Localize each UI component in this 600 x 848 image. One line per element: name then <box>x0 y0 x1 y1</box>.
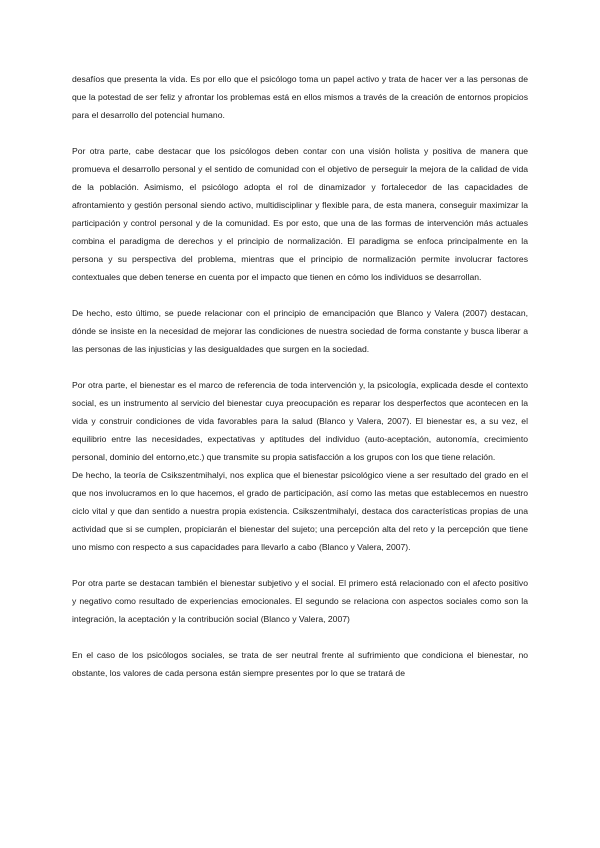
paragraph-6: Por otra parte se destacan también el bienestar subjetivo y el social. El primero está relacionado con el afecto positivo y negativo como resultado de experiencias emocionales. El segundo se relaciona con aspectos sociales como son la integración, la aceptación y la contribución social (Blanco y Valera, 2007) <box>72 578 528 624</box>
paragraph-5: De hecho, la teoría de Csikszentmihalyi, nos explica que el bienestar psicológico viene a ser resultado del grado en el que nos involucramos en lo que hacemos, el grado de participación, así como las metas que establecemos en nuestro ciclo vital y que dan sentido a nuestra propia existencia. Csikszentmihalyi, destaca dos características propias de una actividad que si se cumplen, propiciarán el bienestar del sujeto; una percepción alta del reto y la percepción que tiene uno mismo con respecto a sus capacidades para llevarlo a cabo (Blanco y Valera, 2007). <box>72 470 528 552</box>
paragraph-1: desafíos que presenta la vida. Es por ello que el psicólogo toma un papel activo y trata de hacer ver a las personas de que la potestad de ser feliz y afrontar los problemas está en ellos mismos a través de la creación de entornos propicios para el desarrollo del potencial humano. <box>72 74 528 120</box>
paragraph-4: Por otra parte, el bienestar es el marco de referencia de toda intervención y, la psicología, explicada desde el contexto social, es un instrumento al servicio del bienestar cuya preocupación es reparar los desperfectos que acontecen en la vida y construir condiciones de vida favorables para la salud (Blanco y Valera, 2007). El bienestar es, a su vez, el equilibrio entre las necesidades, expectativas y aptitudes del individuo (auto-aceptación, autonomía, crecimiento personal, dominio del entorno,etc.) que transmite su propia satisfacción a los grupos con los que tiene relación. <box>72 380 528 462</box>
paragraph-3: De hecho, esto último, se puede relacionar con el principio de emancipación que Blanco y Valera (2007) destacan, dónde se insiste en la necesidad de mejorar las condiciones de nuestra sociedad de forma constante y busca liberar a las personas de las injusticias y las desigualdades que surgen en la sociedad. <box>72 308 528 354</box>
paragraph-7: En el caso de los psicólogos sociales, se trata de ser neutral frente al sufrimiento que condiciona el bienestar, no obstante, los valores de cada persona están siempre presentes por lo que se tratará de <box>72 650 528 678</box>
document-body <box>72 70 528 700</box>
paragraph-2: Por otra parte, cabe destacar que los psicólogos deben contar con una visión holista y positiva de manera que promueva el desarrollo personal y el sentido de comunidad con el objetivo de perseguir la mejora de la calidad de vida de la población. Asimismo, el psicólogo adopta el rol de dinamizador y fortalecedor de las capacidades de afrontamiento y gestión personal siendo activo, multidisciplinar y flexible para, de esta manera, conseguir maximizar la participación y control personal y de la comunidad. Es por esto, que una de las formas de intervención más actuales combina el paradigma de derechos y el principio de normalización. El paradigma se enfoca principalmente en la persona y su perspectiva del problema, mientras que el principio de normalización permite involucrar factores contextuales que deben tenerse en cuenta por el impacto que tienen en cómo los individuos se desarrollan. <box>72 146 528 282</box>
